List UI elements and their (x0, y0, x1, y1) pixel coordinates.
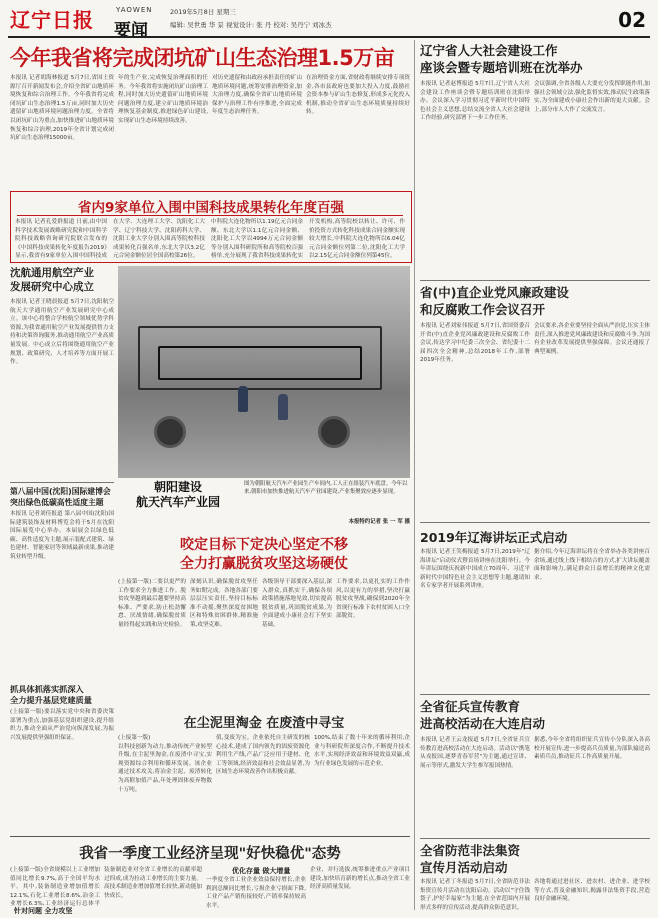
shenyang-body: 本报讯 记者王晓晨报道 5月7日,沈阳航空航天大学通用航空产业发展研究中心成立。该中心将整合学校航空领域优势学科资源,为我省通用航空产业发展提供智力支持和决策咨询服务,推动通用航空产业高质量发展。中心成立后将围绕通用航空产业规划、政策研究、人才培养等方面开展工作。 (10, 299, 114, 366)
congress-col-1: 本报讯 记者赵博报道 5月7日,辽宁省人大社会建设工作座谈会暨专题培训班在沈阳举办。会议深入学习贯彻习近平新时代中国特色社会主义思想,总结交流全省人大社会建设工作经验,研究部署下一步工作任务。 (420, 81, 530, 122)
section-title: 要闻 (114, 21, 148, 41)
economy-sub-2: 优化存量 做大增量 (232, 867, 291, 875)
right-column-rule (414, 40, 415, 910)
right-rule-2 (420, 522, 650, 523)
prevention-headline: 全省防范非法集资 宣传月活动启动 (420, 843, 521, 875)
photo-caption-text: 图为朝阳航天汽车产业园生产车间内,工人正在组装汽车底盘。今年以来,朝阳市加快推进航天汽车产业园建设,产业集聚效应逐步显现。 (244, 481, 408, 495)
lead-col-3: 对历史遗留和由政府承担责任的矿山地质环境问题,统筹安排治理资金,加大治理力度,确保全省矿山地质环境保护与治理工作有序推进,全面完成年度生态治理任务。 (212, 75, 302, 116)
bottom-rule (10, 836, 410, 837)
prevention-col-1: 本报讯 记者丁冬报道 5月7日,全省防范非法集资宣传月活动在沈阳启动。活动以"守住钱袋子,护好幸福家"为主题,在全省范围内开展形式多样的宣传活动,提高群众防范意识。 (420, 879, 530, 911)
science-box (10, 191, 412, 263)
lead-col-1: 本报讯 记者胡海林报道 5月7日,省国土资源厅召开新闻发布会,介绍全省矿山地质环境恢复和综合治理工作。今年我省将完成闭坑矿山生态治理1.5万亩,同时加大历史遗留矿山地质环境问题治理力度。全省将以闭坑矿山为重点,加快推进矿山地质环境恢复和综合治理,2019年全省计划完成闭坑矿山生态治理15000亩。 (10, 75, 114, 142)
science-col-1: 本报讯 记者孔爱群报道 日前,由中国科学技术发展战略研究院和中国科学院科技战略咨询研究院联合发布的《中国科技成果转化年度报告2019》显示,我省有9家单位入围中国科技成 (15, 219, 107, 260)
target-col-3: 各级领导干部要深入基层,深入群众,真抓实干,确保各项政策措施落地见效,切实提高脱贫质量,巩固脱贫成果,为全面建成小康社会打下坚实基础。 (262, 579, 332, 628)
factory-photo (118, 266, 410, 478)
issue-date: 2019年5月8日 星期三 (170, 8, 236, 16)
page-number: 02 (618, 8, 646, 32)
photo-caption-title: 朝阳建设 航天汽车产业园 (135, 480, 220, 509)
shenyang-headline: 沈航通用航空产业 发展研究中心成立 (10, 267, 94, 293)
struggle-body: (上接第一版)要以落实党中央和省委决策部署为重点,加强基层党组织建设,提升组织力,推动全面从严治党向纵深发展,为振兴发展提供坚强组织保证。 (10, 709, 114, 741)
lead-col-2: 年的生产业,完成恢复治理面积的任务。今年我省将实施闭坑矿山治理工程,同时加大历史遗留矿山地质环境问题治理力度,建立矿山地质环境治理恢复基金制度,推进绿色矿山建设,实现矿山生态环境持续改善。 (118, 75, 208, 124)
right-rule-1 (420, 280, 650, 281)
volunteer-col-1: 本报讯 记者王云龙报道 5月7日,全省征兵宣传教育进高校活动在大连启动。活动以"携笔从戎报国,逐梦青春军营"为主题,通过宣讲、展示等形式,激发大学生参军报国热情。 (420, 737, 530, 769)
mud-headline: 在尘泥里淘金 在废渣中寻宝 (183, 716, 345, 731)
lead-col-4: 在治理资金方面,省财政将继续安排专项资金,各市县政府也要加大投入力度,鼓励社会资本参与矿山生态修复,形成多元化投入机制,推动全省矿山生态环境质量持续好转。 (306, 75, 410, 116)
science-col-2: 在大学、大连理工大学、沈阳化工大学、辽宁科技大学、沈阳药科大学、沈阳工业大学分别入围高等院校科技成果转化百强名单,东北大学以3.2亿元合同金额位居全国高校第26位。 (113, 219, 205, 260)
science-col-4: 开发机构,高等院校以转让、许可、作价投资方式转化科技成果合同金额实现较大增长,中科院大连化物所以6.04亿元合同金额位列第二位,沈阳化工大学以2.15亿元合同金额位列第45位。 (309, 219, 405, 260)
newspaper-logo: 辽宁日报 (10, 8, 94, 32)
economy-col-2: 装备制造业对全省工业增长的贡献率超过四成,成为拉动工业增长的主要力量。高技术制造业增加值增长较快,新动能加快成长。 (104, 867, 202, 899)
economy-sub-1: 针对问题 全力攻坚 (14, 907, 73, 915)
science-headline: 省内9家单位入围中国科技成果转化年度百强 (78, 200, 344, 216)
prevention-col-2: 各地将通过进社区、进农村、进企业、进学校等方式,普及金融知识,揭露非法集资手段,营造良好金融环境。 (534, 879, 650, 903)
liaohai-col-2: 据介绍,今年辽海讲坛将在全省举办各类讲座百余场,通过线上线下相结合的方式,扩大讲坛覆盖面和影响力,满足群众日益增长的精神文化需求。 (534, 549, 650, 581)
economy-col-4: 企业、并行选拔,统筹推进重点产业项目建设,加快培育新的增长点,推动全省工业经济高质量发展。 (310, 867, 410, 891)
section-en: YAOWEN (116, 6, 153, 14)
volunteer-headline: 全省征兵宣传教育 进高校活动在大连启动 (420, 699, 546, 731)
editor-credits: 编辑: 吴世勇 华 景 视觉设计: 张 丹 校对: 吴丹宁 刘冰杰 (170, 21, 332, 29)
right-rule-4 (420, 838, 650, 839)
volunteer-col-2: 据悉,今年全省将组织征兵宣传小分队深入各高校开展宣传,进一步提高兵员质量,为部队输送高素质兵员,推动征兵工作高质量开展。 (534, 737, 650, 761)
masthead-divider (8, 36, 650, 38)
mud-col-1: (上接第一版) 以科技创新为动力,推动传统产业转型升级,在尘泥里淘金,在废渣中寻宝,实现资源综合利用和循环发展。该企业通过技术攻关,将冶金尘泥、废渣转化为高附加值产品,年处理固体废弃物数十万吨。 (118, 735, 212, 793)
liaohai-headline: 2019年辽海讲坛正式启动 (420, 530, 568, 545)
liaohai-col-1: 本报讯 记者王笑梅报道 5月7日,2019年"辽海讲坛"启动仪式暨首场讲座在沈阳举行。今年讲坛围绕庆祝新中国成立70周年、习近平新时代中国特色社会主义思想等主题,邀请知名专家学者开展系列讲座。 (420, 549, 530, 590)
struggle-headline: 抓具体抓落实抓深入 全力提升基层党建质量 (10, 684, 92, 705)
provincial-col-2: 会议要求,各企业要坚持全面从严治党,压实主体责任,深入推进党风廉政建设和反腐败斗争,为国有企业改革发展提供坚强保障。会议还通报了典型案例。 (534, 323, 650, 355)
target-col-2: 深刻认识,确保脱贫攻坚任务如期完成。各地各部门要层层压实责任,坚持目标标准不动摇,聚焦深度贫困地区和特殊贫困群体,精准施策,攻坚克难。 (190, 579, 258, 628)
science-col-3: 中科院大连化物所以1.19亿元合同金额、东北大学以1.1亿元合同金额、沈阳化工大学以4994万元合同金额等分别入围科研院所和高等院校百强榜单,充分展现了我省科技成果转化实 (211, 219, 303, 260)
target-headline-2: 全力打赢脱贫攻坚这场硬仗 (180, 556, 348, 572)
provincial-col-1: 本报讯 记者刘家伟报道 5月7日,省国资委召开省(中)直企业党风廉政建设和反腐败工作会议,传达学习中纪委三次全会、省纪委十二届四次全会精神,总结2018年工作,部署2019年任务。 (420, 323, 530, 364)
photo-credit: 本报特约记者 张 一 军 摄 (348, 519, 410, 525)
expo-headline: 第八届中国(沈阳)国际建博会 突出绿色低碳高性适度主题 (10, 487, 111, 507)
mud-col-3: 100%,结束了数十年来的循环利用,企业与科研院所深度合作,不断提升技术水平,实现经济效益和环境效益双赢,成为行业绿色发展的示范企业。 (314, 735, 410, 767)
economy-col-3: 一季度全省工业企业效益保持增长,企业利润总额同比增长,亏损企业亏损面下降,工业产品产销衔接较好,产销率保持较高水平。 (206, 877, 306, 909)
target-headline (118, 536, 410, 574)
economy-headline: 我省一季度工业经济呈现"好快稳优"态势 (79, 846, 341, 862)
target-col-1: (上接第一版)二要以更严的工作要求全力推进工作。脱贫攻坚越到最后越要坚持高标准、严要求,防止松劲懈怠、厌战情绪,确保脱贫质量经得起实践和历史检验。 (118, 579, 186, 628)
economy-col-1: (上接第一版)全省规模以上工业增加值同比增长9.7%,高于全国平均水平。其中,装备制造业增加值增长12.1%,石化工业增长8.6%,冶金工业增长6.3%,工业经济运行总体平 (10, 867, 100, 908)
lead-headline: 今年我省将完成闭坑矿山生态治理1.5万亩 (10, 46, 395, 70)
left-rule-1 (10, 482, 114, 483)
congress-col-2: 会议强调,全省各级人大要充分发挥职能作用,加强社会领域立法,强化监督实效,推动民生政策落实,为全面建成小康社会作出新的更大贡献。会上,部分市人大作了交流发言。 (534, 81, 650, 113)
right-rule-3 (420, 694, 650, 695)
provincial-headline: 省(中)直企业党风廉政建设 和反腐败工作会议召开 (420, 285, 569, 317)
target-col-4: 工作要求,以更扎实的工作作风,以更有力的举措,坚决打赢脱贫攻坚战,确保到2020年全省现行标准下农村贫困人口全部脱贫。 (336, 579, 410, 620)
target-headline-1: 咬定目标下定决心坚定不移 (180, 537, 348, 553)
congress-headline: 辽宁省人大社会建设工作 座谈会暨专题培训班在沈举办 (420, 43, 583, 75)
mud-col-2: 值,变废为宝。企业依托自主研发的核心技术,建成了国内领先的固废资源化利用生产线,产品广泛应用于建材、化工等领域,经济效益和社会效益显著,为区域生态环境改善作出积极贡献。 (216, 735, 310, 776)
expo-body: 本报讯 记者刘佳报道 第八届中国(沈阳)国际建筑装饰及材料博览会将于5月在沈阳国际展览中心举办。本届展会以绿色低碳、高性适度为主题,展示装配式建筑、绿色建材、智能家居等领域最新成果,推动建筑业转型升级。 (10, 511, 114, 560)
science-rule (17, 215, 403, 216)
